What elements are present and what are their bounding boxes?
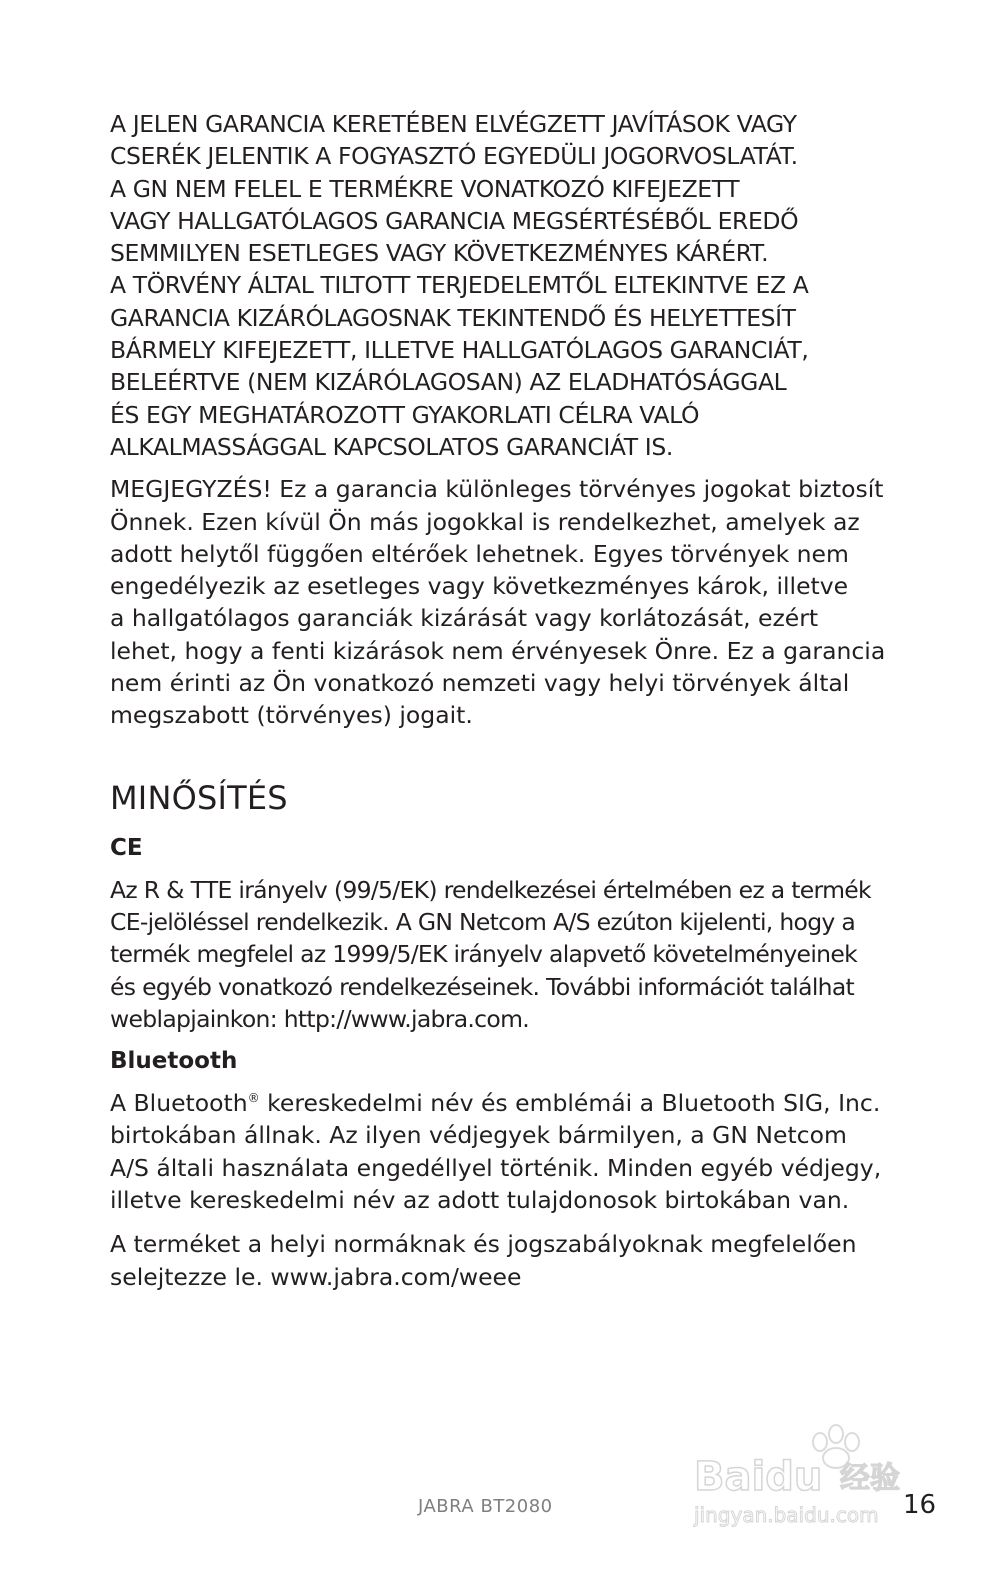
registered-mark: ® (247, 1091, 260, 1106)
text-fragment: A Bluetooth (110, 1089, 248, 1118)
text-line: illetve kereskedelmi név az adott tulajdonosok birtokában van. (110, 1186, 850, 1215)
text-line: A TÖRVÉNY ÁLTAL TILTOTT TERJEDELEMTŐL ELTEKINTVE EZ A (110, 271, 809, 300)
text-line: ÉS EGY MEGHATÁROZOTT GYAKORLATI CÉLRA VALÓ (110, 400, 700, 429)
text-line: termék megfelel az 1999/5/EK irányelv alapvető követelményeinek (110, 940, 858, 969)
text-line: BÁRMELY KIFEJEZETT, ILLETVE HALLGATÓLAGOS GARANCIÁT, (110, 336, 809, 365)
text-line: A JELEN GARANCIA KERETÉBEN ELVÉGZETT JAVÍTÁSOK VAGY (110, 110, 797, 138)
warranty-disclaimer-paragraph (110, 108, 880, 463)
text-line: birtokában állnak. Az ilyen védjegyek bármilyen, a GN Netcom (110, 1121, 847, 1150)
text-line: CE-jelöléssel rendelkezik. A GN Netcom A/S ezúton kijelenti, hogy a (110, 907, 856, 936)
bluetooth-paragraph (110, 1087, 880, 1216)
text-line: MEGJEGYZÉS! Ez a garancia különleges törvényes jogokat biztosít (110, 475, 884, 504)
text-line: BELEÉRTVE (NEM KIZÁRÓLAGOSAN) AZ ELADHATÓSÁGGAL (110, 368, 787, 397)
text-line: SEMMILYEN ESETLEGES VAGY KÖVETKEZMÉNYES KÁRÉRT. (110, 239, 769, 268)
text-line: megszabott (törvényes) jogait. (110, 701, 473, 730)
text-line: engedélyezik az esetleges vagy következményes károk, illetve (110, 572, 849, 601)
baidu-watermark (690, 1420, 920, 1535)
page-number: 16 (903, 1490, 937, 1520)
text-line: A GN NEM FELEL E TERMÉKRE VONATKOZÓ KIFEJEZETT (110, 174, 740, 203)
text-line: weblapjainkon: http://www.jabra.com. (110, 1004, 530, 1033)
text-line: A/S általi használata engedéllyel történik. Minden egyéb védjegy, (110, 1153, 882, 1182)
bluetooth-heading: Bluetooth (110, 1048, 238, 1075)
text-line: A terméket a helyi normáknak és jogszabályoknak megfelelően (110, 1230, 857, 1259)
text-line: GARANCIA KIZÁRÓLAGOSNAK TEKINTENDŐ ÉS HELYETTESÍT (110, 303, 796, 332)
text-line: adott helytől függően eltérőek lehetnek. Egyes törvények nem (110, 539, 849, 568)
text-line: Önnek. Ezen kívül Ön más jogokkal is rendelkezhet, amelyek az (110, 507, 860, 536)
text-line: selejtezze le. www.jabra.com/weee (110, 1262, 522, 1291)
text-line: ALKALMASSÁGGAL KAPCSOLATOS GARANCIÁT IS. (110, 432, 673, 461)
text-line: lehet, hogy a fenti kizárások nem érvényesek Önre. Ez a garancia (110, 636, 886, 665)
text-line (110, 1087, 880, 1119)
text-line: nem érinti az Ön vonatkozó nemzeti vagy helyi törvények által (110, 669, 850, 698)
weee-paragraph (110, 1228, 880, 1293)
footer-product-label: JABRA BT2080 (418, 1496, 553, 1517)
text-line: és egyéb vonatkozó rendelkezéseinek. További információt találhat (110, 972, 855, 1001)
watermark-chinese: 经验 (840, 1461, 900, 1496)
watermark-url: jingyan.baidu.com (694, 1503, 879, 1527)
text-line: CSERÉK JELENTIK A FOGYASZTÓ EGYEDÜLI JOGORVOSLATÁT. (110, 142, 798, 171)
ce-paragraph (110, 874, 880, 1035)
text-line: VAGY HALLGATÓLAGOS GARANCIA MEGSÉRTÉSÉBŐL EREDŐ (110, 206, 799, 235)
notice-paragraph (110, 473, 886, 731)
ce-heading: CE (110, 834, 143, 861)
text-line: Az R & TTE irányelv (99/5/EK) rendelkezései értelmében ez a termék (110, 875, 871, 904)
text-fragment: kereskedelmi név és emblémái a Bluetooth SIG, Inc. (259, 1089, 881, 1118)
watermark-brand: Baidu (694, 1454, 823, 1500)
certification-heading: MINŐSÍTÉS (110, 778, 288, 817)
page-content (110, 108, 886, 1293)
text-line: a hallgatólagos garanciák kizárását vagy korlátozását, ezért (110, 604, 819, 633)
